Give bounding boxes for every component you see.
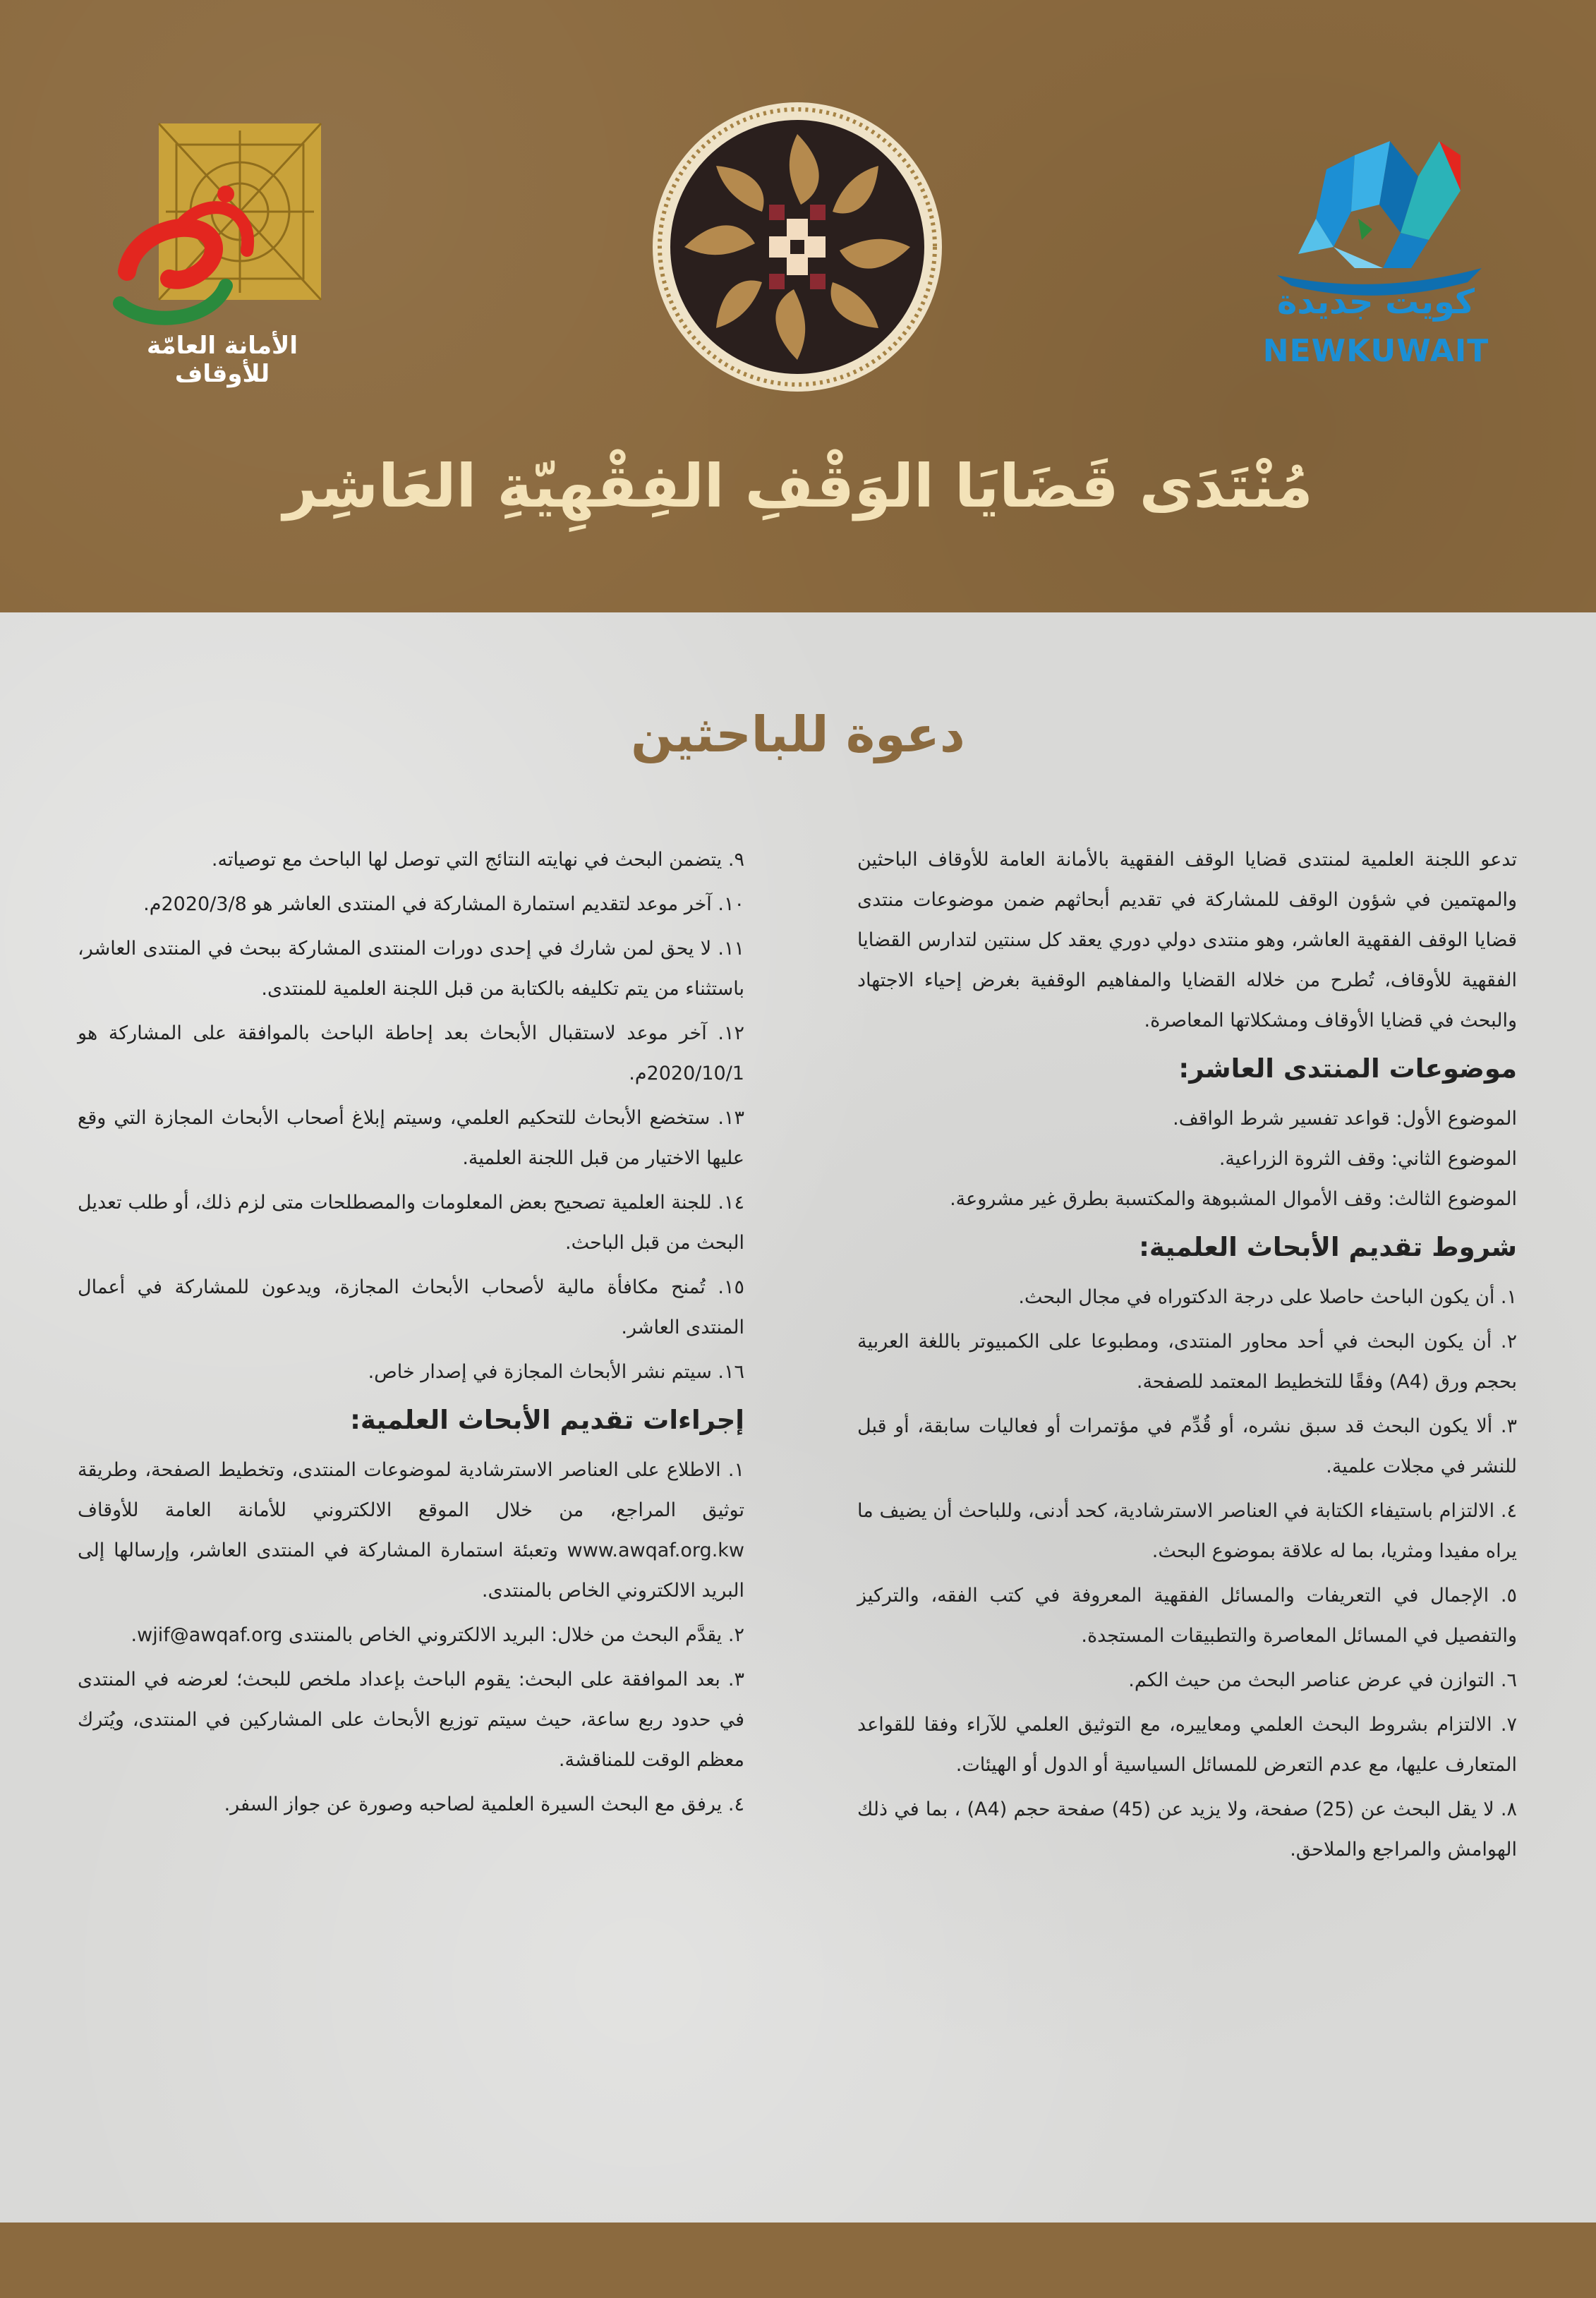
condition-item: ١٣. ستخضع الأبحاث للتحكيم العلمي، وسيتم إبلاغ أصحاب الأبحاث المجازة التي وقع عليها الاختيار من قبل اللجنة العلمية.: [78, 1107, 744, 1169]
invitation-title: دعوة للباحثين: [631, 706, 965, 763]
condition-item: ٨. لا يقل البحث عن (25) صفحة، ولا يزيد عن (45) صفحة حجم (A4) ، بما في ذلك الهوامش والمراجع والملاحق.: [857, 1798, 1517, 1861]
awqaf-logo-caption: الأمانة العامّة للأوقاف: [146, 332, 298, 388]
condition-item: ٣. ألا يكون البحث قد سبق نشره، أو قُدِّم في مؤتمرات أو فعاليات سابقة، أو قبل للنشر في مجلات علمية.: [857, 1415, 1517, 1477]
condition-item: ١٢. آخر موعد لاستقبال الأبحاث بعد إحاطة الباحث بالموافقة على المشاركة هو 2020/10/1م.: [78, 1022, 744, 1084]
condition-item: ٧. الالتزام بشروط البحث العلمي ومعاييره، مع التوثيق العلمي للآراء وفقا للقواعد المتعارف عليها، مع عدم التعرض للمسائل السياسية أو الدول أو الهيئات.: [857, 1714, 1517, 1776]
procedure-item: ٣. بعد الموافقة على البحث: يقوم الباحث بإعداد ملخص للبحث؛ لعرضه في المنتدى في حدود ربع ساعة، حيث سيتم توزيع الأبحاث على المشاركين في المنتدى، ويُترك معظم الوقت للمناقشة.: [78, 1669, 744, 1771]
condition-item: ٤. الالتزام باستيفاء الكتابة في العناصر الاسترشادية، كحد أدنى، وللباحث أن يضيف ما يراه مفيدا ومثريا، بما له علاقة بموضوع البحث.: [857, 1500, 1517, 1562]
condition-item: ٢. أن يكون البحث في أحد محاور المنتدى، ومطبوعا على الكمبيوتر باللغة العربية بحجم ورق (A4) وفقًا للتخطيط المعتمد للصفحة.: [857, 1331, 1517, 1393]
topic-item: الموضوع الثالث: وقف الأموال المشبوهة والمكتسبة بطرق غير مشروعة.: [950, 1188, 1517, 1210]
condition-item: ١. أن يكون الباحث حاصلا على درجة الدكتوراه في مجال البحث.: [1018, 1286, 1517, 1308]
condition-item: ٥. الإجمال في التعريفات والمسائل الفقهية المعروفة في كتب الفقه، والتركيز والتفصيل في المسائل المعاصرة والتطبيقات المستجدة.: [857, 1585, 1517, 1647]
forum-title: مُنْتَدَى قَضَايَا الوَقْفِ الفِقْهِيّةِ العَاشِر: [283, 452, 1313, 521]
procedure-item: ١. الاطلاع على العناصر الاسترشادية لموضوعات المنتدى، وتخطيط الصفحة، وطريقة توثيق المراجع، من خلال الموقع الالكتروني للأمانة العامة للأوقاف www.awqaf.org.kw وتعبئة استمارة المشاركة في المنتدى العاشر، وإرسالها إلى البريد الالكتروني الخاص بالمنتدى.: [78, 1459, 744, 1602]
procedure-item: ٤. يرفق مع البحث السيرة العلمية لصاحبه وصورة عن جواز السفر.: [224, 1794, 744, 1815]
condition-item: ٦. التوازن في عرض عناصر البحث من حيث الكم.: [1128, 1669, 1517, 1691]
procedures-heading: إجراءات تقديم الأبحاث العلمية:: [350, 1405, 744, 1435]
conditions-heading: شروط تقديم الأبحاث العلمية:: [1139, 1232, 1517, 1262]
intro-paragraph: تدعو اللجنة العلمية لمنتدى قضايا الوقف الفقهية بالأمانة العامة للأوقاف الباحثين والمهتمين في شؤون الوقف للمشاركة في تقديم أبحاثهم ضمن موضوعات منتدى قضايا الوقف الفقهية العاشر، وهو منتدى دولي دوري يعقد كل سنتين لتدارس القضايا الفقهية للأوقاف، تُطرح من خلاله القضايا والمفاهيم الوقفية بغرض إحياء الاجتهاد والبحث في قضايا الأوقاف ومشكلاتها المعاصرة.: [857, 849, 1517, 1032]
condition-item: ٩. يتضمن البحث في نهايته النتائج التي توصل لها الباحث مع توصياته.: [211, 849, 744, 871]
condition-item: ١١. لا يحق لمن شارك في إحدى دورات المنتدى المشاركة ببحث في المنتدى العاشر، باستثناء من يتم تكليفه بالكتابة من قبل اللجنة العلمية للمنتدى.: [78, 938, 744, 1000]
condition-item: ١٤. للجنة العلمية تصحيح بعض المعلومات والمصطلحات متى لزم ذلك، أو طلب تعديل البحث من قبل الباحث.: [78, 1192, 744, 1254]
condition-item: ١٠. آخر موعد لتقديم استمارة المشاركة في المنتدى العاشر هو 2020/3/8م.: [143, 893, 744, 915]
footer-band: [0, 2223, 1596, 2298]
procedure-item: ٢. يقدَّم البحث من خلال: البريد الالكتروني الخاص بالمنتدى wjif@awqaf.org.: [131, 1624, 744, 1646]
condition-item: ١٦. سيتم نشر الأبحاث المجازة في إصدار خاص.: [368, 1361, 744, 1383]
left-column: [78, 840, 744, 1829]
new-kuwait-arabic-text: كويت جديدة: [1277, 282, 1475, 322]
topic-item: الموضوع الأول: قواعد تفسير شرط الواقف.: [1173, 1108, 1517, 1130]
right-column: [857, 840, 1517, 1874]
forum-emblem-icon: [649, 99, 945, 395]
topic-item: الموضوع الثاني: وقف الثروة الزراعية.: [1219, 1148, 1517, 1170]
new-kuwait-english-text: NEWKUWAIT: [1262, 333, 1489, 369]
topics-heading: موضوعات المنتدى العاشر:: [1178, 1053, 1517, 1084]
condition-item: ١٥. تُمنح مكافأة مالية لأصحاب الأبحاث المجازة، ويدعون للمشاركة في أعمال المنتدى العاشر.: [78, 1276, 744, 1338]
